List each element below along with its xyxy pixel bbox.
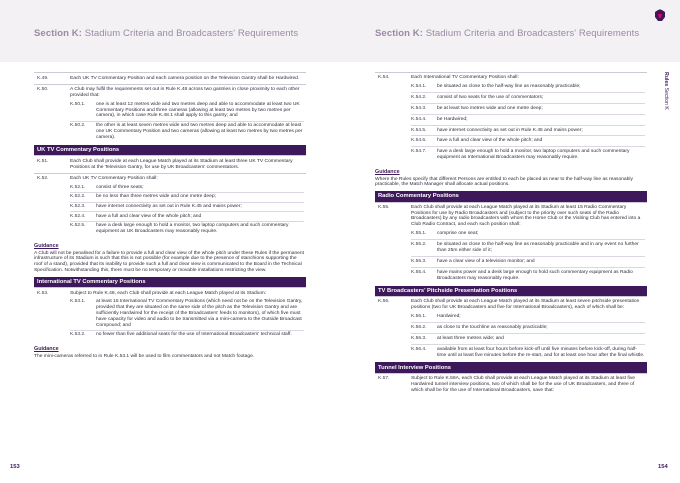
subrule-number: K.54.7. — [411, 147, 437, 163]
rules-table — [375, 72, 647, 165]
subrule-text: comprise one seat; — [437, 231, 479, 237]
subrule-text: the other is at least seven metres wide and two metres deep and able to accommodate at least one UK Commentary Position and two cameras (allowing at least two metres by two metres per camera). — [96, 121, 304, 142]
subrule-row — [411, 136, 645, 147]
guidance-text: A Club will not be penalised for a failure to provide a full and clear view of the whole pitch under these Rules if the permanent infrastructure of its Stadium is such that this is not possible (for example due to the presence of stanchions supporting the roof of a stand), provided that its inability to provide such a full and clear view is communicated to the Board in the Technical Specification. Notwithstanding this, there must be no temporary or movable installations restricting the view. — [34, 250, 304, 274]
right-column — [375, 72, 647, 396]
rule-content — [411, 202, 647, 286]
subrule-row — [70, 202, 304, 212]
subrule-number: K.54.3. — [411, 103, 437, 114]
subrule-text: have internet connectivity as set out in Rule K.45 and mains power; — [437, 125, 645, 136]
subrule-row — [70, 298, 304, 331]
rule-content — [70, 84, 306, 144]
rule-row — [375, 373, 647, 395]
subrule-row — [70, 100, 304, 121]
page-number-left: 153 — [10, 464, 20, 470]
subrule-row — [411, 125, 645, 136]
rule-text: Each International TV Commentary Position shall: — [411, 75, 519, 80]
rule-number: K.51. — [34, 156, 70, 174]
subrule-text: be situated as close to the half-way line as reasonably practicable and in any event no further than 25m either side of it; — [437, 240, 645, 257]
subrule-table — [70, 298, 304, 340]
section-band: UK TV Commentary Positions — [34, 145, 306, 155]
subrule-number: K.54.4. — [411, 114, 437, 125]
guidance-text: The mini-cameras referred to in Rule K.53.1 will be used to film commentators and not Match footage. — [34, 353, 255, 359]
rule-content — [411, 73, 647, 166]
subrule-row — [411, 229, 645, 239]
subrule-text: have a clear view of a television monitor; and — [437, 256, 645, 267]
subrule-row — [70, 330, 304, 339]
subrule-row — [411, 256, 645, 267]
page-number-right: 154 — [658, 464, 668, 470]
subrule-text: at least 15 International TV Commentary Positions (which need not be on the Television Gantry, provided that they are situated on the same side of the pitch as the Television Gantry and are sufficiently Hardwired for the receipt of the Broadcasters' feeds to monitors), of which five must have capacity for video and audio to be transmitted via a mini-camera to the Outside Broadcast Compound; and — [96, 299, 303, 328]
subrule-table — [70, 100, 304, 142]
subrule-text: at least three metres wide; and — [437, 333, 645, 344]
rule-content — [411, 297, 647, 363]
guidance-heading: Guidance — [375, 169, 400, 176]
subrule-row — [70, 222, 304, 237]
rule-row — [375, 73, 647, 166]
rule-number: K.55. — [375, 202, 411, 286]
subrule-row — [411, 267, 645, 283]
subrule-number: K.52.4. — [70, 212, 96, 222]
rules-table — [375, 296, 647, 362]
subrule-number: K.56.1. — [411, 313, 427, 319]
subrule-number: K.52.3. — [70, 202, 96, 212]
subrule-row — [70, 193, 304, 203]
rule-content — [70, 173, 306, 239]
rule-number: K.49. — [34, 73, 70, 85]
left-title-bold: Section K: — [34, 28, 82, 39]
rule-text: Subject to Rule K.48, each Club shall provide at each League Match played at its Stadium: — [70, 290, 267, 296]
subrule-number: K.56.2. — [411, 322, 437, 333]
subrule-row — [411, 240, 645, 257]
subrule-text: have a full and clear view of the whole pitch; and — [437, 136, 645, 147]
premier-league-lion-icon — [652, 8, 668, 24]
section-band: Radio Commentary Positions — [375, 191, 647, 201]
rule-content — [70, 288, 306, 342]
rule-number: K.53. — [34, 288, 70, 342]
rule-row — [34, 84, 306, 144]
subrule-number: K.52.2. — [70, 193, 96, 203]
subrule-row — [411, 147, 645, 163]
subrule-number: K.54.5. — [411, 125, 437, 136]
rule-number: K.56. — [375, 297, 411, 363]
subrule-table — [411, 82, 645, 163]
rule-number: K.54. — [375, 73, 411, 166]
subrule-number: K.54.2. — [411, 92, 437, 103]
guidance-heading: Guidance — [34, 346, 59, 353]
guidance-heading: Guidance — [34, 243, 59, 250]
subrule-row — [70, 212, 304, 222]
subrule-table — [70, 183, 304, 236]
side-tab-bold: Rules — [663, 72, 669, 87]
section-band: International TV Commentary Positions — [34, 277, 306, 287]
subrule-row — [70, 121, 304, 142]
left-section-title — [34, 28, 298, 39]
rule-number: K.50. — [34, 84, 70, 144]
subrule-text: one is at least 12 metres wide and two metres deep and able to accommodate at least two UK Commentary Positions and three cameras (allowing at least two metres by two metres per camera), in which case Rule K.48.1 shall apply to this gantry; and — [96, 101, 300, 119]
rules-table — [34, 72, 306, 145]
subrule-table — [411, 229, 645, 283]
rule-row — [375, 202, 647, 286]
subrule-number: K.56.3. — [411, 333, 437, 344]
section-band: TV Broadcasters' Pitchside Presentation Positions — [375, 286, 647, 296]
rule-number: K.57. — [375, 373, 411, 395]
rules-table — [34, 287, 306, 342]
subrule-text: consist of three seats; — [96, 184, 144, 190]
subrule-number: K.50.2. — [70, 121, 96, 142]
right-section-title — [375, 28, 639, 39]
rule-content — [70, 156, 306, 174]
subrule-number: K.52.1. — [70, 184, 86, 190]
rule-content — [70, 73, 306, 85]
subrule-row — [411, 312, 645, 322]
subrule-text: Hardwired; — [437, 313, 461, 319]
left-title-rest: Stadium Criteria and Broadcasters' Requirements — [84, 28, 299, 39]
right-title-rest: Stadium Criteria and Broadcasters' Requirements — [425, 28, 640, 39]
subrule-text: have a desk large enough to hold a monitor, two laptop computers and such commentary equipment as International Broadcasters may reasonably require. — [437, 147, 645, 163]
rule-number: K.52. — [34, 173, 70, 239]
subrule-text: have mains power and a desk large enough to hold such commentary equipment as Radio Broadcasters may reasonably require. — [437, 267, 645, 283]
rule-text: Each Club shall provide at each League Match played at its Stadium at least 15 Radio Commentary Positions for use by Radio Broadcasters and (subject to the priority over such seats of the Radio Broadcasters) by any radio broadcasters with whom the Home Club or the Visiting Club has entered into a Club Radio Contract, and each such position shall: — [411, 204, 641, 228]
subrule-number: K.55.3. — [411, 256, 437, 267]
subrule-text: have a desk large enough to hold a monitor, two laptop computers and such commentary equipment as UK Broadcasters may reasonably require. — [96, 222, 304, 237]
subrule-number: K.53.2. — [70, 330, 96, 339]
right-title-bold: Section K: — [375, 28, 423, 39]
rule-row — [34, 156, 306, 174]
side-tab — [660, 72, 672, 152]
rules-table — [375, 373, 647, 396]
subrule-number: K.52.5. — [70, 222, 96, 237]
subrule-text: be Hardwired; — [437, 114, 645, 125]
subrule-number: K.55.4. — [411, 267, 437, 283]
guidance-text: Where the Rules specify that different Persons are entitled to each be placed as near to the half-way line as reasonably practicable, the Match Manager shall allocate actual positions. — [375, 176, 633, 188]
rule-row — [34, 173, 306, 239]
subrule-number: K.53.1. — [70, 299, 86, 305]
subrule-text: be situated as close to the half-way line as reasonably practicable; — [437, 83, 581, 89]
section-band: Tunnel Interview Positions — [375, 362, 647, 372]
rule-text: Each UK TV Commentary Position and each camera position on the Television Gantry shall be Hardwired. — [70, 75, 300, 81]
rules-table — [375, 202, 647, 286]
subrule-text: no fewer than five additional seats for the use of International Broadcasters' technical staff. — [96, 330, 304, 339]
rules-table — [34, 155, 306, 239]
rule-row — [375, 297, 647, 363]
subrule-number: K.55.1. — [411, 231, 427, 237]
subrule-row — [411, 344, 645, 360]
subrule-text: consist of two seats for the use of commentators; — [437, 92, 645, 103]
subrule-text: have a full and clear view of the whole pitch; and — [96, 212, 304, 222]
rule-text: A Club may fulfil the requirements set out in Rule K.48 across two gantries in close proximity to each other provided that: — [70, 87, 300, 99]
rule-text: Each UK TV Commentary Position shall: — [70, 176, 158, 182]
rule-text: Each Club shall provide at each League Match played at its Stadium at least seven pitchside presentation positions (two for UK Broadcasters and five for International Broadcasters), each of which shall be: — [411, 299, 640, 310]
subrule-number: K.55.2. — [411, 240, 437, 257]
left-column — [34, 72, 306, 359]
subrule-text: be no less than three metres wide and one metre deep; — [96, 193, 304, 203]
subrule-number: K.56.4. — [411, 344, 437, 360]
subrule-row — [411, 322, 645, 333]
rule-text: Subject to Rule K.59A, each Club shall provide at each League Match played at its Stadium at least five Hardwired tunnel interview positions, two of which shall be for the use of UK Broadcasters, and three of which shall be for the use of International Broadcasters, save that: — [411, 375, 636, 393]
subrule-number: K.54.6. — [411, 136, 437, 147]
subrule-row — [411, 333, 645, 344]
rule-row — [34, 288, 306, 342]
subrule-text: have internet connectivity as set out in Rule K.45 and mains power; — [96, 202, 304, 212]
subrule-row — [411, 92, 645, 103]
subrule-row — [411, 114, 645, 125]
subrule-text: available from at least four hours before kick-off until five minutes before kick-off, during half-time until at least five minutes before the re-start, and for at least one hour after the final whistle. — [437, 344, 645, 360]
subrule-number: K.50.1. — [70, 101, 86, 107]
subrule-row — [411, 82, 645, 92]
rule-content — [411, 373, 647, 395]
subrule-number: K.54.1. — [411, 83, 427, 89]
subrule-text: be at least two metres wide and one metre deep; — [437, 103, 645, 114]
subrule-row — [70, 183, 304, 192]
subrule-table — [411, 312, 645, 361]
side-tab-rest: Section K — [663, 87, 669, 110]
rule-text: Each Club shall provide at each League Match played at its Stadium at least three UK TV Commentary Positions at the Television Gantry, for use by UK Broadcasters' commentators. — [70, 158, 293, 170]
rule-row — [34, 73, 306, 85]
subrule-row — [411, 103, 645, 114]
subrule-text: as close to the touchline as reasonably practicable; — [437, 322, 645, 333]
